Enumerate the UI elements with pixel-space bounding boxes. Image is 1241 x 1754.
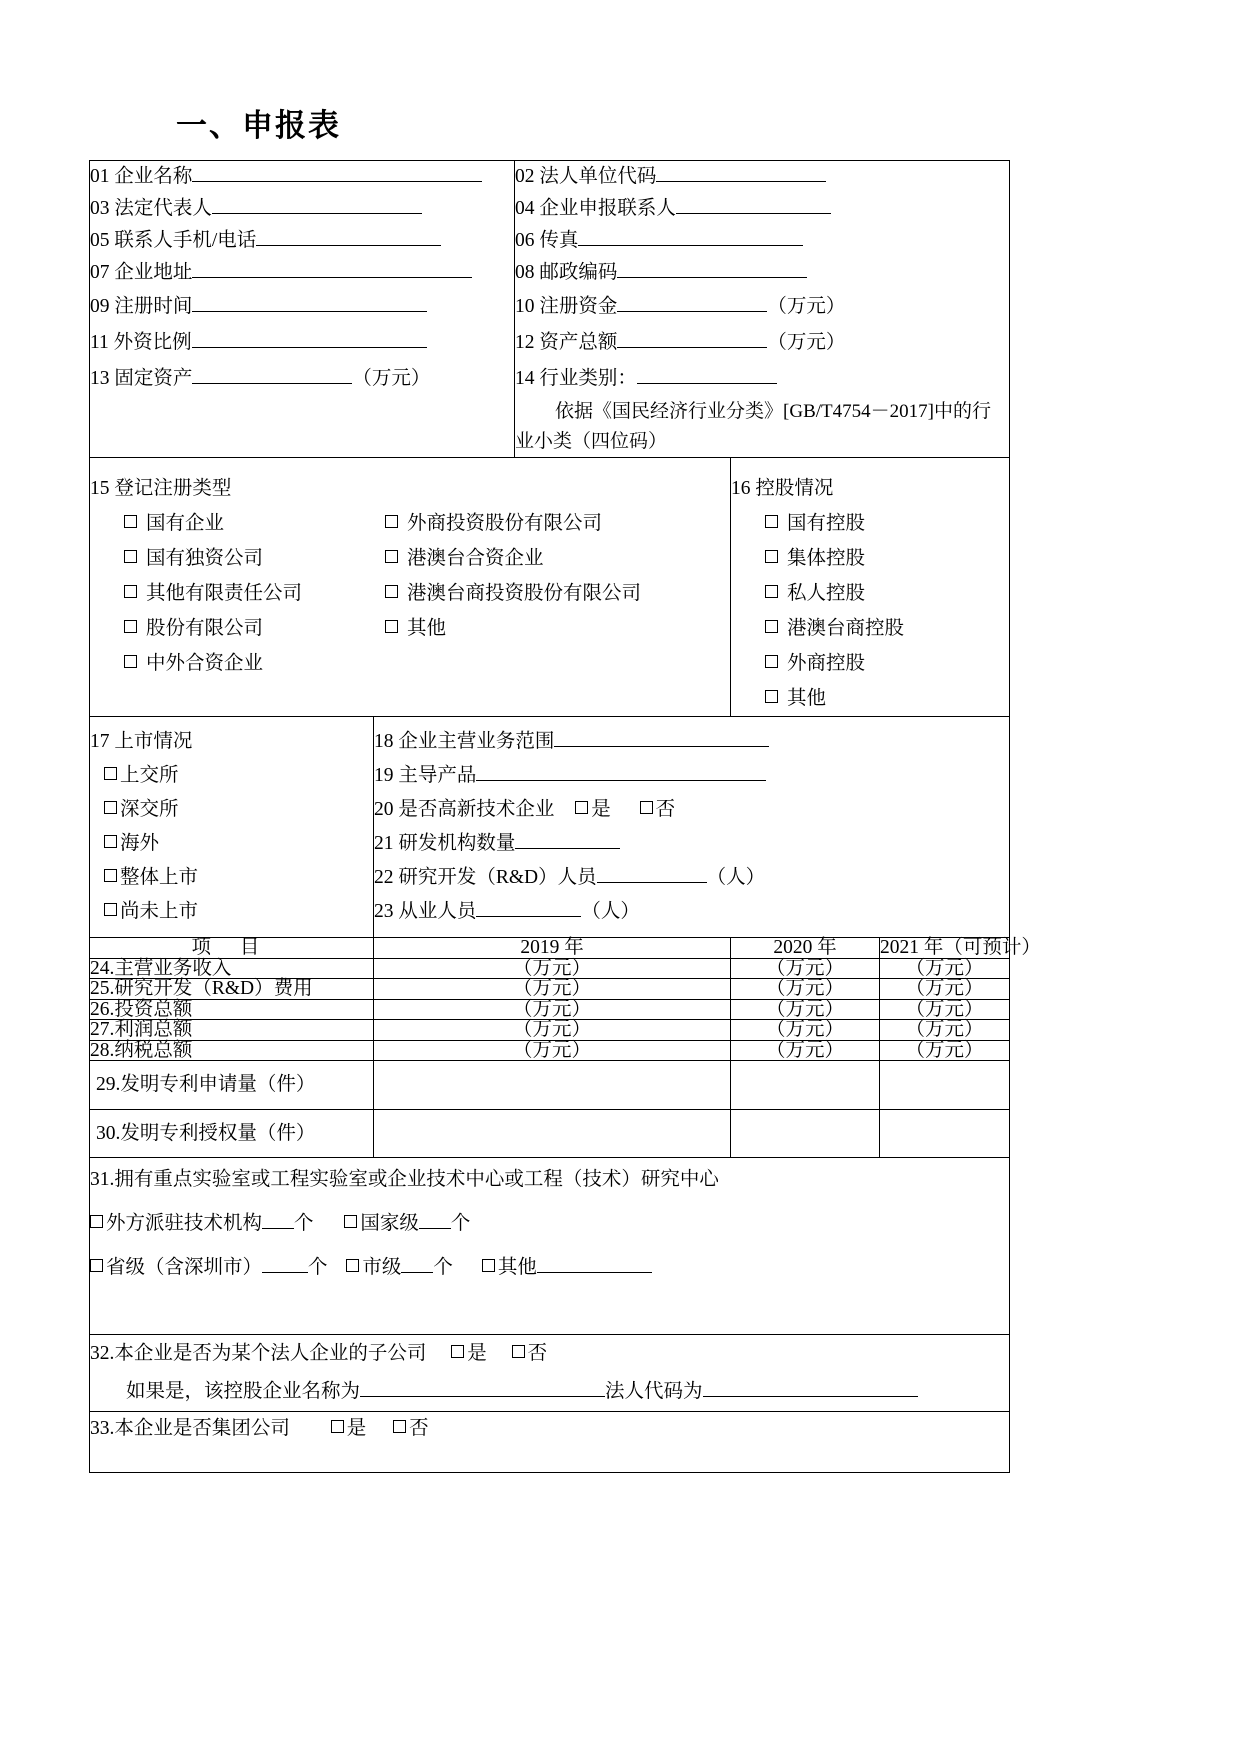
section-16-cell: [731, 458, 1010, 717]
option-label: 外商投资股份有限公司: [407, 513, 603, 534]
input-holding-company-name[interactable]: [360, 1379, 605, 1397]
registration-holding-row: [90, 458, 1010, 717]
checkbox-hmt-holding[interactable]: [731, 611, 1009, 646]
section-32-sub-middle: 法人代码为: [605, 1381, 703, 1402]
field-22-no: 22: [374, 867, 394, 888]
data-table-header-2019: 2019 年: [374, 938, 731, 959]
basic-info-left-cell: [90, 161, 515, 458]
cell-26-2021[interactable]: （万元）: [880, 999, 1010, 1020]
field-19-label: 主导产品: [398, 765, 477, 786]
checkbox-icon-national-level[interactable]: [344, 1215, 357, 1228]
checkbox-szse-listed[interactable]: [90, 793, 373, 827]
field-06-input[interactable]: [578, 226, 803, 246]
field-18-no: 18: [374, 731, 394, 752]
cell-30-2019[interactable]: [374, 1109, 731, 1158]
field-10-label: 注册资金: [539, 296, 618, 317]
field-14-label: 行业类别：: [539, 368, 637, 389]
checkbox-icon-other-institution[interactable]: [482, 1259, 495, 1272]
cell-26-2019[interactable]: （万元）: [374, 999, 731, 1020]
field-11-no: 11: [90, 332, 109, 353]
field-20-label: 是否高新技术企业: [398, 799, 555, 820]
option-label: 外商控股: [787, 653, 866, 674]
checkbox-not-listed[interactable]: [90, 895, 373, 929]
field-14-note-line2: 业小类（四位码）: [515, 431, 668, 452]
option-label: 国有控股: [787, 513, 866, 534]
cell-28-2019[interactable]: （万元）: [374, 1040, 731, 1061]
cell-26-2020[interactable]: （万元）: [731, 999, 880, 1020]
field-06-no: 06: [515, 230, 535, 251]
section-32-yes: 是: [467, 1343, 487, 1364]
section-32-row: [90, 1335, 1010, 1412]
field-20: [374, 793, 1009, 827]
declaration-form-table: [89, 160, 1041, 1473]
checkbox-icon: [124, 655, 137, 668]
field-01-input[interactable]: [192, 162, 482, 182]
field-20-no: 否: [655, 799, 676, 820]
option-label: 整体上市: [120, 867, 199, 888]
row-label-28: 28.纳税总额: [90, 1040, 374, 1061]
checkbox-icon-foreign-dispatched-institution[interactable]: [90, 1215, 103, 1228]
section-15-cell: [90, 458, 731, 717]
checkbox-icon-hightech-yes[interactable]: [575, 801, 588, 814]
field-07-no: 07: [90, 262, 110, 283]
field-08: [515, 257, 1009, 289]
data-table-header-row: [90, 938, 1010, 959]
cell-30-2021[interactable]: [880, 1109, 1010, 1158]
checkbox-icon: [765, 620, 778, 633]
checkbox-state-sole-company[interactable]: [90, 541, 375, 576]
checkbox-icon: [385, 515, 398, 528]
field-10-unit: （万元）: [767, 296, 846, 317]
field-09-label: 注册时间: [114, 296, 193, 317]
field-22-unit: （人）: [706, 867, 766, 888]
checkbox-icon: [104, 835, 117, 848]
table-row: [90, 1040, 1010, 1061]
checkbox-private-holding[interactable]: [731, 576, 1009, 611]
input-foreign-dispatched-count[interactable]: [262, 1211, 294, 1229]
field-19-no: 19: [374, 765, 394, 786]
checkbox-state-holding[interactable]: [731, 506, 1009, 541]
field-23-no: 23: [374, 901, 394, 922]
field-01: [90, 161, 514, 193]
field-05-input[interactable]: [256, 226, 441, 246]
option-label: 深交所: [120, 799, 179, 820]
field-05: [90, 225, 514, 257]
option-label: 港澳台商控股: [787, 618, 905, 639]
field-18-label: 企业主营业务范围: [398, 731, 555, 752]
option-label: 港澳台商投资股份有限公司: [407, 583, 642, 604]
section-33-heading-line: [90, 1412, 1009, 1446]
field-01-label: 企业名称: [114, 166, 193, 187]
field-13-label: 固定资产: [114, 368, 193, 389]
checkbox-collective-holding[interactable]: [731, 541, 1009, 576]
field-14-input[interactable]: [637, 364, 777, 384]
row-label-25: 25.研究开发（R&D）费用: [90, 979, 374, 1000]
field-01-no: 01: [90, 166, 110, 187]
field-02: [515, 161, 1009, 193]
checkbox-other-holding[interactable]: [731, 681, 1009, 716]
input-legal-person-code[interactable]: [703, 1379, 918, 1397]
page-title: 一、申报表: [176, 108, 341, 143]
checkbox-whole-listed[interactable]: [90, 861, 373, 895]
input-other-institution[interactable]: [537, 1255, 652, 1273]
option-label: 其他有限责任公司: [146, 583, 303, 604]
section-32-no: 否: [527, 1343, 548, 1364]
input-national-level-count[interactable]: [419, 1211, 451, 1229]
section-15-heading: 15 登记注册类型: [90, 478, 232, 499]
option-label: 集体控股: [787, 548, 866, 569]
field-12-label: 资产总额: [539, 332, 618, 353]
field-18: [374, 725, 1009, 759]
input-provincial-level-count[interactable]: [262, 1255, 308, 1273]
row-label-26: 26.投资总额: [90, 999, 374, 1020]
field-13-no: 13: [90, 368, 110, 389]
field-21-input[interactable]: [515, 831, 620, 849]
field-12: [515, 325, 1009, 361]
table-row: [90, 979, 1010, 1000]
cell-30-2020[interactable]: [731, 1109, 880, 1158]
row-label-24: 24.主营业务收入: [90, 958, 374, 979]
field-10: [515, 289, 1009, 325]
field-10-no: 10: [515, 296, 535, 317]
section-33-yes: 是: [346, 1418, 367, 1439]
field-07-label: 企业地址: [114, 262, 193, 283]
field-11-input[interactable]: [192, 328, 427, 348]
section-31-line3: [90, 1246, 1009, 1290]
field-23-input[interactable]: [476, 899, 581, 917]
checkbox-icon-municipal-level[interactable]: [346, 1259, 359, 1272]
cell-29-2019[interactable]: [374, 1061, 731, 1110]
checkbox-foreign-invested-joint-stock[interactable]: [385, 506, 730, 541]
checkbox-icon: [124, 585, 137, 598]
checkbox-icon: [385, 620, 398, 633]
option-label: 尚未上市: [120, 901, 199, 922]
option-label: 国有企业: [146, 513, 225, 534]
field-04: [515, 193, 1009, 225]
option-label: 港澳台合资企业: [407, 548, 544, 569]
checkbox-icon-subsidiary-yes[interactable]: [451, 1345, 464, 1358]
cell-29-2021[interactable]: [880, 1061, 1010, 1110]
cell-27-2020[interactable]: （万元）: [731, 1020, 880, 1041]
field-07-input[interactable]: [192, 258, 472, 278]
checkbox-icon: [104, 801, 117, 814]
field-06-label: 传真: [539, 230, 579, 251]
field-03-label: 法定代表人: [114, 198, 212, 219]
field-20-no: 20: [374, 799, 394, 820]
header-label: 项 目: [191, 937, 272, 958]
cell-28-2020[interactable]: （万元）: [731, 1040, 880, 1061]
checkbox-icon-subsidiary-no[interactable]: [512, 1345, 525, 1358]
checkbox-icon: [124, 515, 137, 528]
label-municipal-level: 市级: [362, 1257, 402, 1278]
field-02-input[interactable]: [656, 162, 826, 182]
field-04-input[interactable]: [676, 194, 831, 214]
checkbox-icon-group-company-yes[interactable]: [331, 1420, 344, 1433]
field-22: [374, 861, 1009, 895]
checkbox-other-registration-type[interactable]: [385, 611, 730, 646]
cell-28-2021[interactable]: （万元）: [880, 1040, 1010, 1061]
basic-info-row: [90, 161, 1010, 458]
field-05-label: 联系人手机/电话: [114, 230, 257, 251]
field-09-no: 09: [90, 296, 110, 317]
data-table-header-item: [90, 938, 374, 959]
unit-municipal-level: 个: [433, 1257, 453, 1278]
label-provincial-level: 省级（含深圳市）: [106, 1257, 263, 1278]
field-08-no: 08: [515, 262, 535, 283]
checkbox-overseas-listed[interactable]: [90, 827, 373, 861]
checkbox-icon: [385, 550, 398, 563]
checkbox-foreign-holding[interactable]: [731, 646, 1009, 681]
label-national-level: 国家级: [360, 1213, 419, 1234]
field-12-unit: （万元）: [767, 332, 846, 353]
checkbox-icon: [765, 515, 778, 528]
option-label: 其他: [407, 618, 447, 639]
section-31-heading: 31.拥有重点实验室或工程实验室或企业技术中心或工程（技术）研究中心: [90, 1169, 719, 1190]
field-04-label: 企业申报联系人: [539, 198, 676, 219]
table-row: [90, 1061, 1010, 1110]
data-table-header-2021: 2021 年（可预计）: [880, 937, 1041, 958]
checkbox-hmt-invested-joint-stock[interactable]: [385, 576, 730, 611]
field-12-input[interactable]: [617, 328, 767, 348]
section-31-row: [90, 1158, 1010, 1335]
section-32-sub-line: [90, 1373, 1009, 1411]
field-14-no: 14: [515, 368, 535, 389]
label-other-institution: 其他: [497, 1257, 537, 1278]
section-33-heading: 33.本企业是否集团公司: [90, 1418, 290, 1439]
listing-business-row: [90, 717, 1010, 938]
input-municipal-level-count[interactable]: [401, 1255, 433, 1273]
checkbox-icon: [104, 903, 117, 916]
section-33-no: 否: [409, 1418, 429, 1439]
table-row: [90, 1109, 1010, 1158]
field-13-input[interactable]: [192, 364, 352, 384]
section-32-cell: [90, 1335, 1010, 1412]
option-label: 股份有限公司: [146, 618, 264, 639]
field-02-no: 02: [515, 166, 535, 187]
cell-25-2021[interactable]: （万元）: [880, 979, 1010, 1000]
option-label: 私人控股: [787, 583, 866, 604]
field-04-no: 04: [515, 198, 535, 219]
checkbox-icon: [765, 550, 778, 563]
row-label-29: 29.发明专利申请量（件）: [90, 1061, 374, 1110]
section-32-sub-prefix: 如果是，该控股企业名称为: [126, 1381, 361, 1402]
field-23-label: 从业人员: [398, 901, 477, 922]
cell-29-2020[interactable]: [731, 1061, 880, 1110]
section-33-row: [90, 1412, 1010, 1473]
cell-24-2019[interactable]: （万元）: [374, 958, 731, 979]
option-label: 国有独资公司: [146, 548, 264, 569]
checkbox-icon: [765, 690, 778, 703]
checkbox-icon: [765, 585, 778, 598]
field-08-input[interactable]: [617, 258, 807, 278]
checkbox-icon: [124, 620, 137, 633]
field-08-label: 邮政编码: [539, 262, 618, 283]
field-21-label: 研发机构数量: [398, 833, 516, 854]
field-14: [515, 361, 1009, 397]
unit-national-level: 个: [450, 1213, 471, 1234]
field-19-input[interactable]: [476, 763, 766, 781]
section-17-cell: [90, 717, 374, 938]
cell-27-2021[interactable]: （万元）: [880, 1020, 1010, 1041]
field-10-input[interactable]: [617, 292, 767, 312]
field-11-label: 外资比例: [113, 332, 192, 353]
field-23: [374, 895, 1009, 929]
unit-foreign-dispatched: 个: [294, 1213, 314, 1234]
checkbox-sino-foreign-joint-venture[interactable]: [90, 646, 375, 681]
checkbox-icon: [104, 767, 117, 780]
checkbox-other-limited-liability[interactable]: [90, 576, 375, 611]
cell-24-2020[interactable]: （万元）: [731, 958, 880, 979]
field-09: [90, 289, 514, 325]
section-32-heading: 32.本企业是否为某个法人企业的子公司: [90, 1343, 427, 1364]
option-label: 中外合资企业: [146, 653, 264, 674]
checkbox-icon: [765, 655, 778, 668]
section-32-heading-line: [90, 1335, 1009, 1373]
field-22-label: 研究开发（R&D）人员: [398, 867, 597, 888]
field-05-no: 05: [90, 230, 110, 251]
basic-info-right-cell: [515, 161, 1010, 458]
field-19: [374, 759, 1009, 793]
checkbox-icon-hightech-no[interactable]: [640, 801, 653, 814]
checkbox-state-owned-enterprise[interactable]: [90, 506, 375, 541]
data-table-header-2020: 2020 年: [731, 938, 880, 959]
section-31-cell: [90, 1158, 1010, 1335]
field-22-input[interactable]: [597, 865, 707, 883]
cell-24-2021[interactable]: （万元）: [880, 958, 1010, 979]
field-03-input[interactable]: [212, 194, 422, 214]
field-12-no: 12: [515, 332, 535, 353]
row-label-27: 27.利润总额: [90, 1020, 374, 1041]
section-31-line2: [90, 1202, 1009, 1246]
table-row: [90, 958, 1010, 979]
checkbox-sse-listed[interactable]: [90, 759, 373, 793]
option-label: 上交所: [120, 765, 179, 786]
field-21-no: 21: [374, 833, 394, 854]
field-20-yes: 是: [591, 799, 611, 820]
checkbox-icon-provincial-level[interactable]: [90, 1259, 103, 1272]
field-03: [90, 193, 514, 225]
checkbox-icon: [124, 550, 137, 563]
field-06: [515, 225, 1009, 257]
cell-25-2020[interactable]: （万元）: [731, 979, 880, 1000]
option-label: 海外: [120, 833, 160, 854]
field-14-note-line1: 依据《国民经济行业分类》[GB/T4754－2017]中的行: [555, 401, 991, 422]
label-foreign-dispatched: 外方派驻技术机构: [106, 1213, 263, 1234]
section-33-cell: [90, 1412, 1010, 1473]
field-11: [90, 325, 514, 361]
field-13-unit: （万元）: [352, 368, 431, 389]
section-18-23-cell: [374, 717, 1010, 938]
checkbox-hmt-joint-venture[interactable]: [385, 541, 730, 576]
option-label: 其他: [787, 688, 827, 709]
cell-27-2019[interactable]: （万元）: [374, 1020, 731, 1041]
checkbox-icon: [385, 585, 398, 598]
unit-provincial-level: 个: [308, 1257, 328, 1278]
row-label-30: 30.发明专利授权量（件）: [90, 1109, 374, 1158]
field-13: [90, 361, 514, 397]
field-18-input[interactable]: [554, 729, 769, 747]
field-03-no: 03: [90, 198, 110, 219]
field-09-input[interactable]: [192, 292, 427, 312]
field-21: [374, 827, 1009, 861]
checkbox-icon: [104, 869, 117, 882]
cell-25-2019[interactable]: （万元）: [374, 979, 731, 1000]
checkbox-joint-stock-company[interactable]: [90, 611, 375, 646]
field-23-unit: （人）: [581, 901, 640, 922]
section-16-heading: 16 控股情况: [731, 478, 834, 499]
table-row: [90, 1020, 1010, 1041]
table-row: [90, 999, 1010, 1020]
checkbox-icon-group-company-no[interactable]: [393, 1420, 406, 1433]
section-17-heading: 17 上市情况: [90, 731, 193, 752]
field-07: [90, 257, 514, 289]
field-02-label: 法人单位代码: [539, 166, 657, 187]
